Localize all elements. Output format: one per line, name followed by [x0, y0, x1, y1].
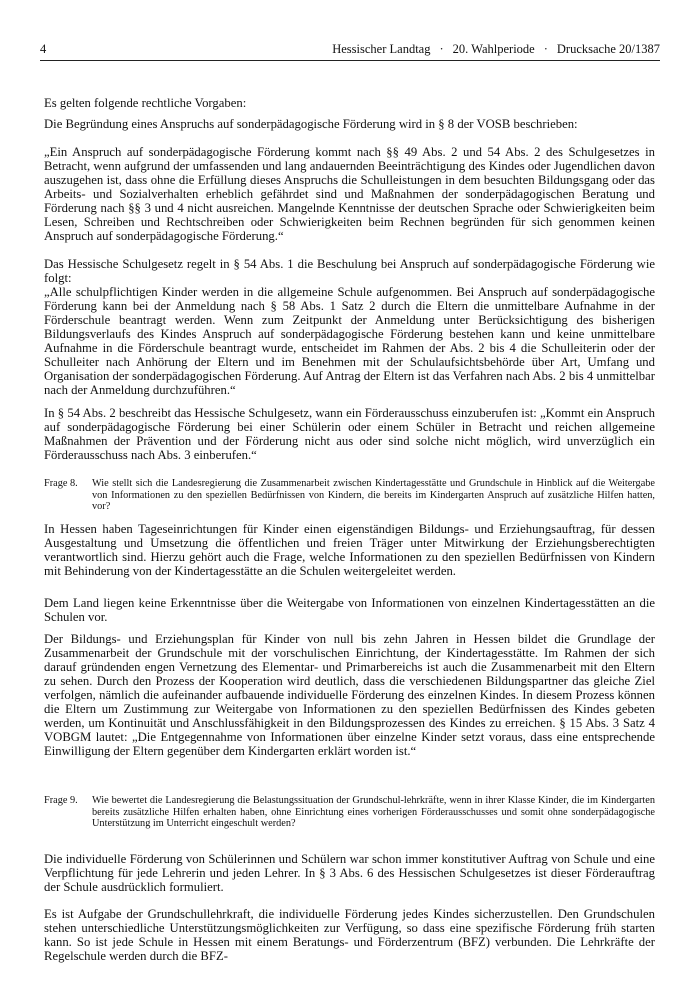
running-header: [40, 42, 660, 61]
question-8: [44, 478, 655, 514]
paragraph-text: Die individuelle Förderung von Schülerinnen und Schülern war schon immer konstitutiver Auftrag von Schule und eine Verpflichtung für jede Lehrerin und jeden Lehrer. In § 3 Abs. 6 des Hessischen Schulgesetzes ist dieser Förderauftrag der Schule ausdrücklich formuliert.: [44, 852, 655, 894]
paragraph-text: „Alle schulpflichtigen Kinder werden in die allgemeine Schule aufgenommen. Bei Anspruch auf sonderpädagogische Förderung kann bei der Anmeldung nach § 58 Abs. 1 Satz 2 durch die Eltern die unmittelbare Aufnahme in der Förderschule beantragt werden. Wenn zum Zeitpunkt der Anmeldung unter Berücksichtigung des bisherigen Bildungsverlaufs des Kindes Anspruch auf sonderpädagogische Förderung bestehen kann und keine unmittelbare Aufnahme in die Förderschule beantragt wurde, entscheidet im Rahmen der Abs. 2 bis 4 die Schulleiterin oder der Schulleiter nach Anhörung der Eltern und im Benehmen mit der Schulaufsichtsbehörde über Art, Umfang und Organisation der sonderpädagogischen Förderung. Auf Antrag der Eltern ist das Verfahren nach Abs. 2 bis 4 unmittelbar nach der Anmeldung durchzuführen.“: [44, 285, 655, 397]
question-text: Wie stellt sich die Landesregierung die Zusammenarbeit zwischen Kindertagesstätte und Grundschule in Hinblick auf die Weitergabe von Informationen zu den speziellen Bedürfnissen von Kindern, die bereits im Kindergarten Anspruch auf zusätzliche Hilfen hatten, vor?: [92, 478, 655, 513]
header-citation: [332, 42, 660, 57]
header-period: 20. Wahlperiode: [452, 42, 535, 56]
page-number: 4: [40, 42, 47, 56]
question-label: Frage 8.: [44, 478, 78, 489]
paragraph: [44, 852, 655, 894]
paragraph: [44, 406, 655, 462]
legal-quote: [44, 145, 655, 243]
question-label: Frage 9.: [44, 795, 78, 806]
question-9: [44, 795, 655, 842]
paragraph-text: „Ein Anspruch auf sonderpädagogische Förderung kommt nach §§ 49 Abs. 2 und 54 Abs. 2 des Schulgesetzes in Betracht, wenn aufgrund der umfassenden und lang andauernden Beeinträchtigung des Kindes oder Jugendlichen davon auszugehen ist, dass ohne die Erfüllung dieses Anspruchs die Schulleistungen in dem besuchten Bildungsgang oder das Arbeits- und Sozialverhalten erheblich gefährdet sind und Maßnahmen der sonderpädagogischen Beratung und Förderung nach §§ 3 und 4 nicht ausreichen. Mangelnde Kenntnisse der deutschen Sprache oder Schwierigkeiten beim Lesen, Schreiben und Rechtschreiben oder Schwierigkeiten beim Rechnen begründen für sich genommen keinen Anspruch auf sonderpädagogische Förderung.“: [44, 145, 655, 243]
question-text: Wie bewertet die Landesregierung die Belastungssituation der Grundschul-lehrkräfte, wenn in ihrer Klasse Kinder, die im Kindergarten bereits zusätzliche Hilfen erhalten haben, ohne Einrichtung eines vorherigen Förderausschusses und somit ohne sonderpädagogische Unterstützung im Unterricht eingeschult werden?: [92, 795, 655, 830]
paragraph: [44, 96, 655, 110]
header-publisher: Hessischer Landtag: [332, 42, 431, 56]
paragraph-text: Es gelten folgende rechtliche Vorgaben:: [44, 96, 247, 110]
header-document-number: Drucksache 20/1387: [556, 42, 660, 56]
paragraph: [44, 632, 655, 758]
legal-quote: [44, 285, 655, 397]
paragraph: [44, 522, 655, 578]
paragraph: [44, 596, 655, 624]
paragraph-text: In § 54 Abs. 2 beschreibt das Hessische Schulgesetz, wann ein Förderausschuss einzuberufen ist: „Kommt ein Anspruch auf sonderpädagogische Förderung bei einer Schülerin oder einem Schüler in Betracht und reichen allgemeine Maßnahmen der Prävention und der Förderung nicht aus oder sind solche nicht möglich, wird unverzüglich ein Förderausschuss nach Abs. 3 einberufen.“: [44, 406, 655, 462]
paragraph-text: Das Hessische Schulgesetz regelt in § 54 Abs. 1 die Beschulung bei Anspruch auf sonderpädagogische Förderung wie folgt:: [44, 257, 655, 285]
paragraph: [44, 257, 655, 285]
paragraph-text: Der Bildungs- und Erziehungsplan für Kinder von null bis zehn Jahren in Hessen bildet die Grundlage der Zusammenarbeit der Grundschule mit der vorschulischen Einrichtung, der Kindertagesstätte. Im Rahmen der sich darauf gründenden engen Vernetzung des Elementar- und Primarbereichs ist auch die Zusammenarbeit mit den Eltern zu sehen. Durch den Prozess der Kooperation wird deutlich, dass die verschiedenen Bildungspartner das gleiche Ziel verfolgen, nämlich die aufeinander aufbauende individuelle Förderung des einzelnen Kindes. In diesem Prozess können die Eltern um Zustimmung zur Weitergabe von Informationen zu den speziellen Bedürfnissen des Kindes gebeten werden, um Kontinuität und Anschlussfähigkeit in den Bildungsprozessen des Kindes zu erreichen. § 15 Abs. 3 Satz 4 VOBGM lautet: „Die Entgegennahme von Informationen über einzelne Kinder setzt voraus, dass eine entsprechende Einwilligung der Eltern gegenüber dem Kindergarten erklärt worden ist.“: [44, 632, 655, 758]
paragraph-text: Die Begründung eines Anspruchs auf sonderpädagogische Förderung wird in § 8 der VOSB beschrieben:: [44, 117, 578, 131]
header-separator: ·: [439, 42, 444, 56]
header-separator: ·: [543, 42, 548, 56]
paragraph-text: Es ist Aufgabe der Grundschullehrkraft, die individuelle Förderung jedes Kindes sicherzustellen. Den Grundschulen stehen unterschiedliche Unterstützungsmöglichkeiten zur Verfügung, so dass eine spezifische Förderung früh starten kann. So ist jede Schule in Hessen mit einem Beratungs- und Förderzentrum (BFZ) verbunden. Die Lehrkräfte der Regelschule werden durch die BFZ-: [44, 907, 655, 963]
paragraph-text: Dem Land liegen keine Erkenntnisse über die Weitergabe von Informationen von einzelnen Kindertagesstätten an die Schulen vor.: [44, 596, 655, 624]
paragraph: [44, 907, 655, 963]
paragraph-text: In Hessen haben Tageseinrichtungen für Kinder einen eigenständigen Bildungs- und Erziehungsauftrag, für dessen Ausgestaltung und Umsetzung die öffentlichen und freien Träger unter Mitwirkung der Erziehungsberechtigten verantwortlich sind. Hierzu gehört auch die Frage, welche Informationen zu den speziellen Bedürfnissen von Kindern mit Behinderung von der Kindertagesstätte an die Schulen weitergeleitet werden.: [44, 522, 655, 578]
paragraph: [44, 117, 655, 131]
